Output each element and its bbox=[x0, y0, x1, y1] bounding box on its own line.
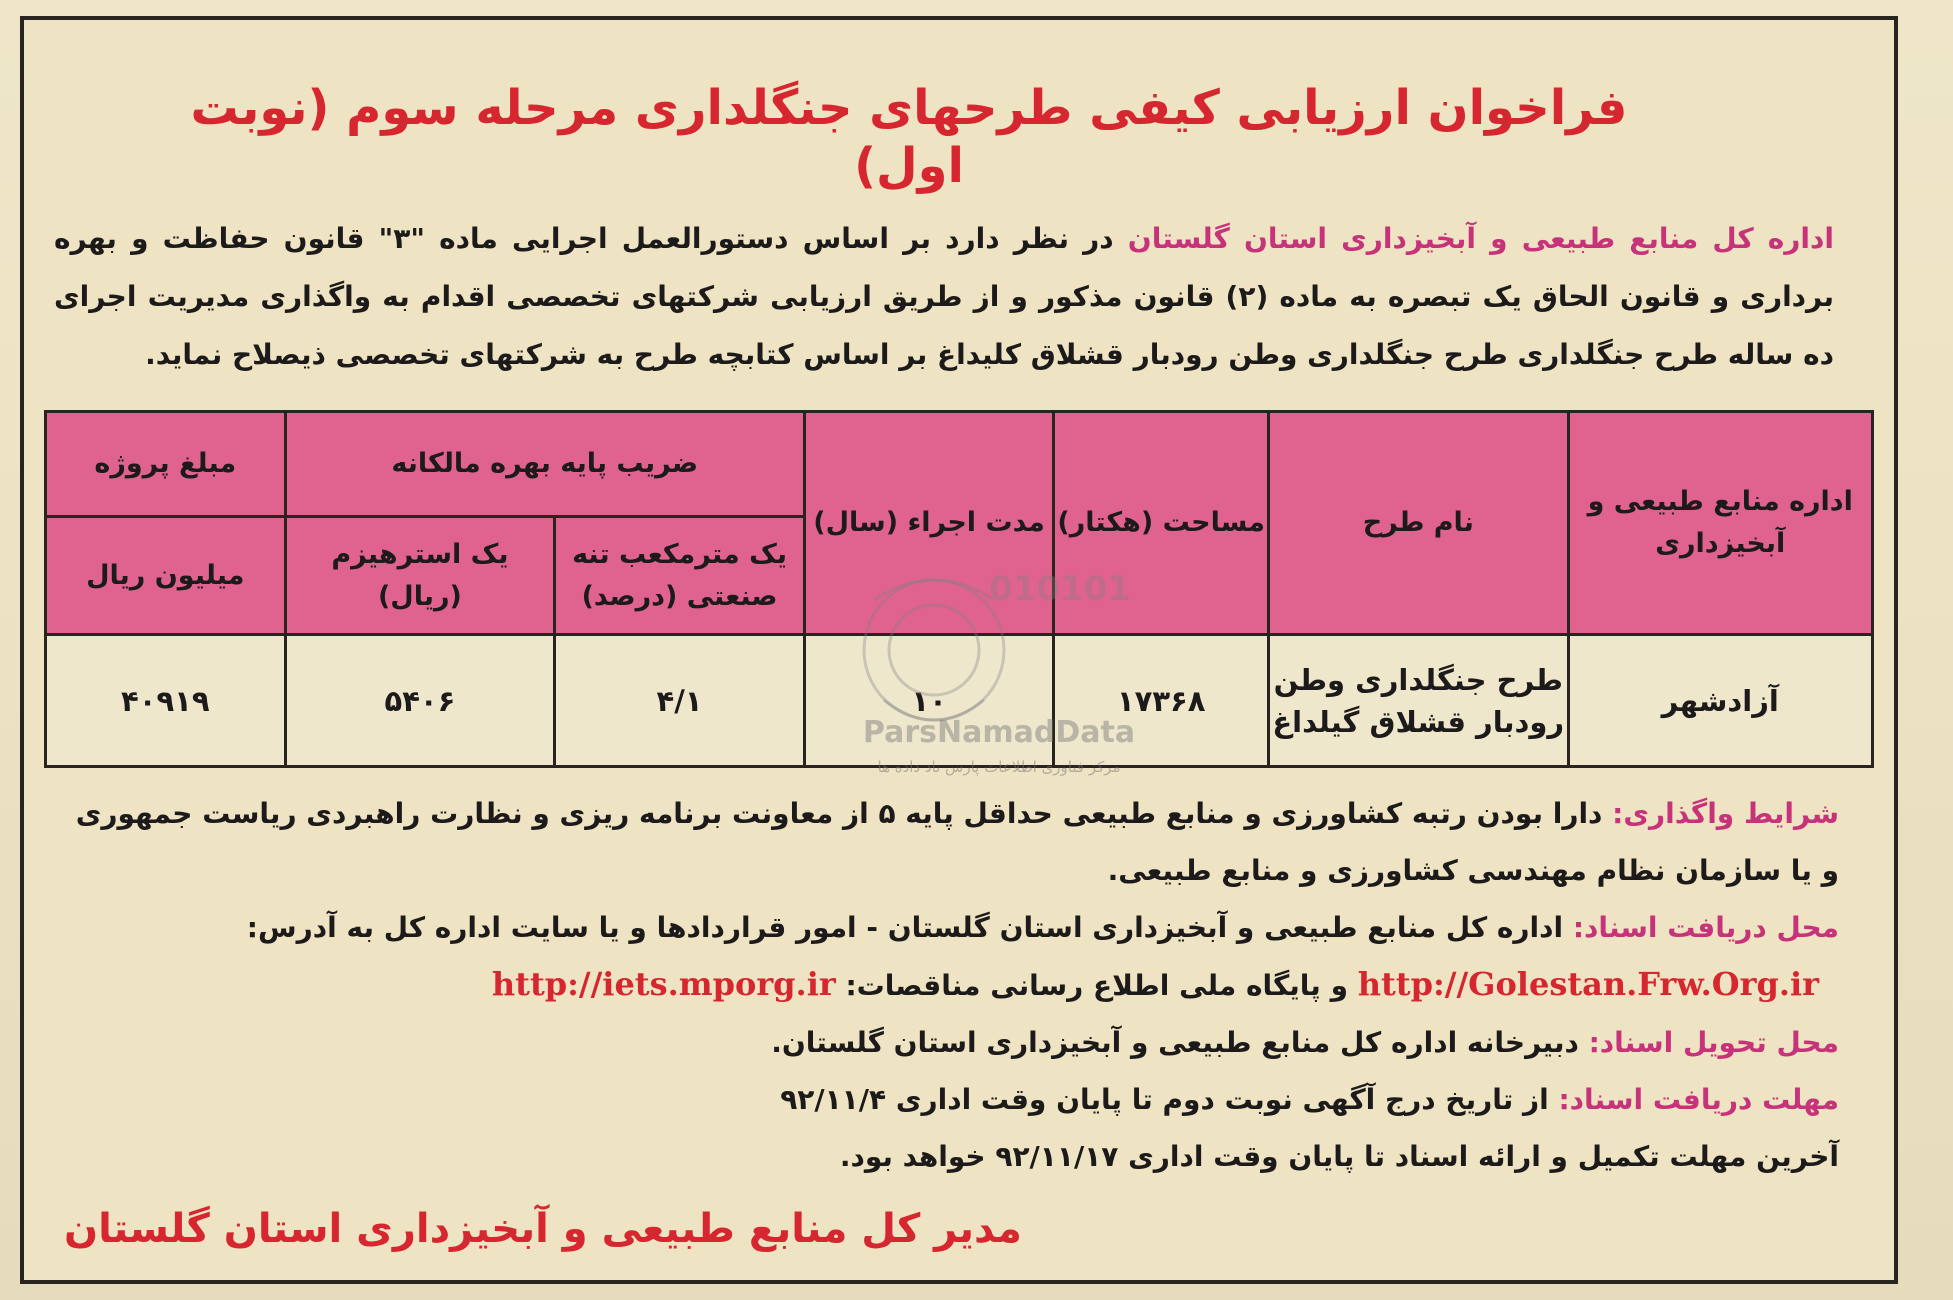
header-coef-m3: یک مترمکعب تنه صنعتی (درصد) bbox=[555, 517, 805, 635]
notice-body bbox=[49, 785, 1839, 1185]
links-paragraph bbox=[49, 956, 1839, 1014]
conditions-text: دارا بودن رتبه کشاورزی و منابع طبیعی حداقل پایه ۵ از معاونت برنامه ریزی و نظارت راهبردی ریاست جمهوری و یا سازمان نظام مهندسی کشاورزی و منابع طبیعی. bbox=[75, 797, 1839, 887]
receive-place-text: اداره کل منابع طبیعی و آبخیزداری استان گلستان - امور قراردادها و یا سایت اداره کل به آدرس: bbox=[246, 911, 1573, 944]
links-middle-text: و پایگاه ملی اطلاع رسانی مناقصات: bbox=[835, 969, 1358, 1002]
golestan-site-link[interactable]: http://Golestan.Frw.Org.ir bbox=[1357, 965, 1819, 1003]
signature: مدیر کل منابع طبیعی و آبخیزداری استان گلستان bbox=[64, 1206, 1022, 1252]
final-deadline-paragraph: آخرین مهلت تکمیل و ارائه اسناد تا پایان وقت اداری ۹۲/۱۱/۱۷ خواهد بود. bbox=[839, 1140, 1839, 1173]
header-area: مساحت (هکتار) bbox=[1054, 412, 1269, 635]
iets-site-link[interactable]: http://iets.mporg.ir bbox=[491, 965, 836, 1003]
cell-plan-name: طرح جنگلداری وطن رودبار قشلاق گیلداغ bbox=[1269, 635, 1569, 767]
header-plan-name: نام طرح bbox=[1269, 412, 1569, 635]
watermark-text: ParsNamadData bbox=[862, 715, 1136, 750]
cell-coef-stere: ۵۴۰۶ bbox=[285, 635, 555, 767]
projects-table bbox=[44, 410, 1874, 768]
notice-title: فراخوان ارزیابی کیفی طرحهای جنگلداری مرحله سوم (نوبت اول) bbox=[190, 80, 1628, 194]
watermark-digits: 010101 bbox=[989, 569, 1131, 609]
receive-place-paragraph bbox=[49, 899, 1839, 956]
cell-duration: ۱۰ bbox=[804, 635, 1054, 767]
notice-frame bbox=[20, 16, 1898, 1284]
header-coef-stere: یک استرهیزم (ریال) bbox=[285, 517, 555, 635]
delivery-place-label: محل تحویل اسناد: bbox=[1588, 1026, 1839, 1059]
watermark-subtext: مرکز فناوری اطلاعات پارس ناد داده ها bbox=[877, 758, 1121, 776]
cell-amount: ۴۰۹۱۹ bbox=[46, 635, 286, 767]
conditions-label: شرایط واگذاری: bbox=[1612, 797, 1839, 830]
cell-coef-m3: ۴/۱ bbox=[555, 635, 805, 767]
receive-place-label: محل دریافت اسناد: bbox=[1572, 911, 1839, 944]
cell-office: آزادشهر bbox=[1568, 635, 1872, 767]
header-office: اداره منابع طبیعی و آبخیزداری bbox=[1568, 412, 1872, 635]
intro-text: در نظر دارد بر اساس دستورالعمل اجرایی ماده "۳" قانون حفاظت و بهره برداری و قانون الحاق یک تبصره به ماده (۲) قانون مذکور و از طریق ارزیابی شرکتهای تخصصی اقدام به واگذاری مدیریت اجرای ده ساله طرح جنگلداری طرح جنگلداری وطن رودبار قشلاق کلیداغ بر اساس کتابچه طرح به شرکتهای تخصصی ذیصلاح نماید. bbox=[54, 222, 1834, 371]
intro-paragraph bbox=[54, 210, 1834, 384]
deadline-text: از تاریخ درج آگهی نوبت دوم تا پایان وقت اداری ۹۲/۱۱/۴ bbox=[780, 1083, 1559, 1116]
header-duration: مدت اجراء (سال) bbox=[804, 412, 1054, 635]
header-amount: مبلغ پروژه bbox=[46, 412, 286, 517]
delivery-place-paragraph bbox=[49, 1014, 1839, 1071]
deadline-paragraph bbox=[49, 1071, 1839, 1128]
deadline-label: مهلت دریافت اسناد: bbox=[1558, 1083, 1839, 1116]
intro-org: اداره کل منابع طبیعی و آبخیزداری استان گلستان bbox=[1127, 222, 1834, 255]
header-ownership-coef: ضریب پایه بهره مالکانه bbox=[285, 412, 804, 517]
delivery-place-text: دبیرخانه اداره کل منابع طبیعی و آبخیزداری استان گلستان. bbox=[771, 1026, 1589, 1059]
cell-area: ۱۷۳۶۸ bbox=[1054, 635, 1269, 767]
conditions-paragraph bbox=[49, 785, 1839, 899]
header-amount-unit: میلیون ریال bbox=[46, 517, 286, 635]
